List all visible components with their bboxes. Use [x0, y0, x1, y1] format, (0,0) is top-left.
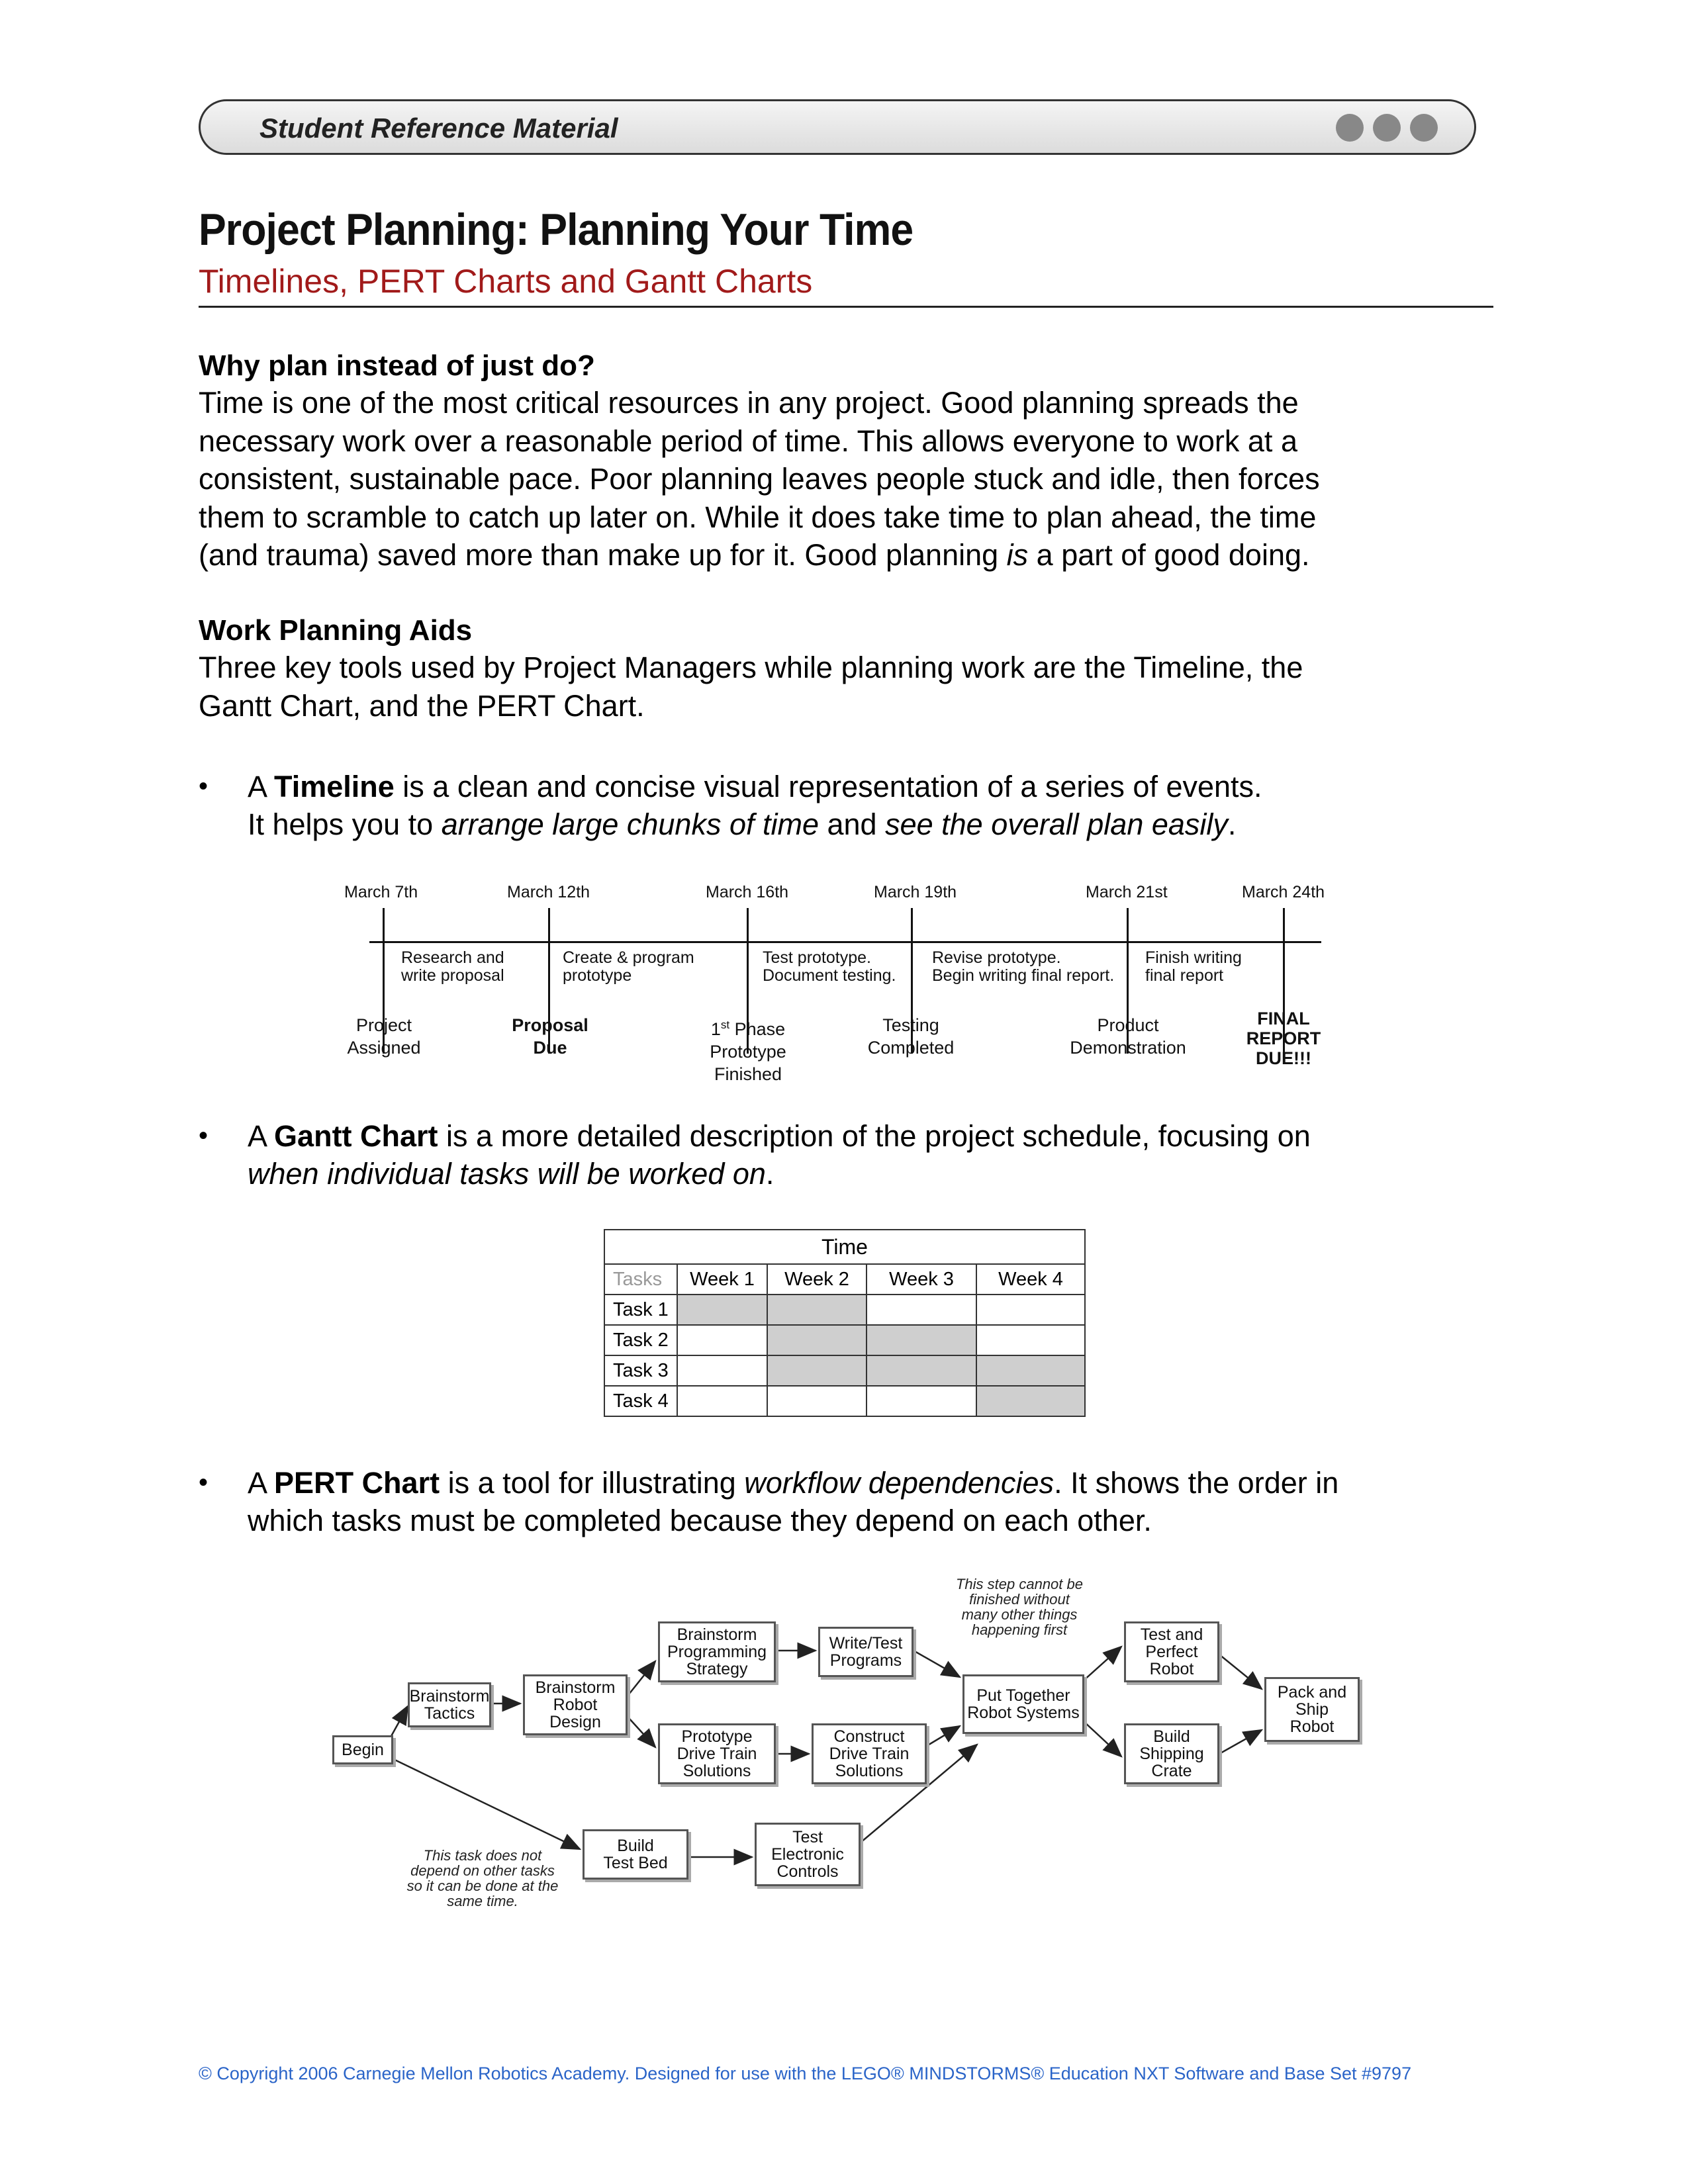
pert-node-build-testbed: Build Test Bed — [583, 1829, 688, 1880]
gantt-task-label: Task 2 — [604, 1325, 677, 1355]
body-line: (and trauma) saved more than make up for it. Good planning is a part of good doing. — [199, 538, 1310, 572]
bullet-timeline: A Timeline is a clean and concise visual representation of a series of events. It helps you to arrange large chunks of time and see the overall plan easily. — [248, 770, 1262, 841]
bullet-gantt: A Gantt Chart is a more detailed description of the project schedule, focusing on when individual tasks will be worked on. — [248, 1119, 1311, 1191]
timeline-date: March 16th — [706, 883, 789, 901]
pert-arrow — [1219, 1655, 1262, 1689]
pert-node-test-electronic: Test Electronic Controls — [755, 1823, 861, 1886]
gantt-task-label: Task 3 — [604, 1355, 677, 1386]
timeline-task: Research and write proposal — [401, 948, 504, 985]
gantt-time-header: Time — [604, 1230, 1085, 1264]
body-line: Gantt Chart, and the PERT Chart. — [199, 688, 645, 723]
timeline-date: March 24th — [1242, 883, 1325, 901]
timeline-task: Create & program prototype — [563, 948, 694, 985]
bullet-icon: • — [199, 772, 209, 801]
timeline-date: March 19th — [874, 883, 957, 901]
pert-arrow — [914, 1651, 960, 1677]
page-subtitle: Timelines, PERT Charts and Gantt Charts — [199, 263, 813, 300]
timeline-task: Test prototype. Document testing. — [763, 948, 896, 985]
body-line: them to scramble to catch up later on. While it does take time to plan ahead, the time — [199, 500, 1317, 534]
pert-node-brainstorm-robot: Brainstorm Robot Design — [523, 1674, 628, 1735]
pert-arrow — [1219, 1730, 1262, 1754]
gantt-week-header: Week 1 — [677, 1264, 767, 1295]
gantt-tasks-header: Tasks — [604, 1264, 677, 1295]
pert-arrow — [391, 1758, 580, 1849]
pert-arrow — [629, 1718, 655, 1747]
footer-copyright: © Copyright 2006 Carnegie Mellon Robotics Academy. Designed for use with the LEGO® MINDSTORMS® Education NXT Software and Base Set #9797 — [199, 2064, 1412, 2083]
timeline-task: Finish writing final report — [1145, 948, 1242, 985]
timeline-milestone: Product Demonstration — [1070, 1015, 1186, 1058]
pert-node-brainstorm-tactics: Brainstorm Tactics — [408, 1682, 491, 1727]
header-label: Student Reference Material — [259, 113, 618, 144]
pert-node-test-perfect: Test and Perfect Robot — [1124, 1621, 1219, 1682]
pert-note-dependency: This step cannot be finished without many other things happening first — [955, 1576, 1083, 1638]
gantt-week-header: Week 3 — [867, 1264, 976, 1295]
timeline-date: March 21st — [1086, 883, 1168, 901]
pert-node-write-test: Write/Test Programs — [818, 1627, 914, 1677]
page-title: Project Planning: Planning Your Time — [199, 205, 914, 255]
pert-node-brainstorm-programming: Brainstorm Programming Strategy — [658, 1621, 776, 1682]
timeline-milestone-final: FINAL REPORT DUE!!! — [1246, 1009, 1321, 1068]
bullet-icon: • — [199, 1121, 209, 1150]
gantt-week-header: Week 2 — [767, 1264, 867, 1295]
pert-node-build-crate: Build Shipping Crate — [1124, 1723, 1219, 1784]
pert-node-construct-drive: Construct Drive Train Solutions — [812, 1723, 927, 1784]
pert-arrow — [927, 1726, 960, 1746]
pert-node-pack-ship: Pack and Ship Robot — [1264, 1677, 1360, 1742]
gantt-task-label: Task 4 — [604, 1386, 677, 1416]
emphasis: is — [1006, 538, 1029, 572]
body-line: Three key tools used by Project Managers while planning work are the Timeline, the — [199, 651, 1303, 684]
timeline-milestone: Proposal Due — [512, 1015, 588, 1058]
pert-node-put-together: Put Together Robot Systems — [962, 1674, 1084, 1734]
pert-arrow — [1083, 1721, 1121, 1756]
timeline-date: March 12th — [507, 883, 590, 901]
pert-arrow — [629, 1661, 655, 1694]
pert-note-parallel: This task does not depend on other tasks so it can be done at the same time. — [406, 1847, 559, 1909]
timeline-milestone: 1st Phase Prototype Finished — [710, 1019, 786, 1084]
body-line: consistent, sustainable pace. Poor planning leaves people stuck and idle, then forces — [199, 462, 1320, 496]
timeline-task: Revise prototype. Begin writing final report. — [932, 948, 1115, 985]
timeline-milestone: Project Assigned — [347, 1015, 421, 1058]
pert-node-prototype-drive: Prototype Drive Train Solutions — [658, 1723, 776, 1784]
gantt-week-header: Week 4 — [976, 1264, 1085, 1295]
pert-arrow — [1083, 1647, 1121, 1681]
pert-node-begin: Begin — [332, 1735, 393, 1764]
pert-arrow — [391, 1706, 408, 1737]
bullet-pert: A PERT Chart is a tool for illustrating workflow dependencies. It shows the order in which tasks must be completed because they depend on each other. — [248, 1466, 1339, 1537]
body-line: Time is one of the most critical resources in any project. Good planning spreads the — [199, 386, 1299, 420]
timeline-date: March 7th — [344, 883, 418, 901]
body-line: necessary work over a reasonable period of time. This allows everyone to work at a — [199, 424, 1297, 458]
gantt-task-label: Task 1 — [604, 1295, 677, 1325]
section-heading-why-plan: Why plan instead of just do? — [199, 349, 595, 382]
timeline-milestone: Testing Completed — [867, 1015, 955, 1058]
section-heading-work-planning: Work Planning Aids — [199, 614, 473, 647]
bullet-icon: • — [199, 1468, 209, 1497]
